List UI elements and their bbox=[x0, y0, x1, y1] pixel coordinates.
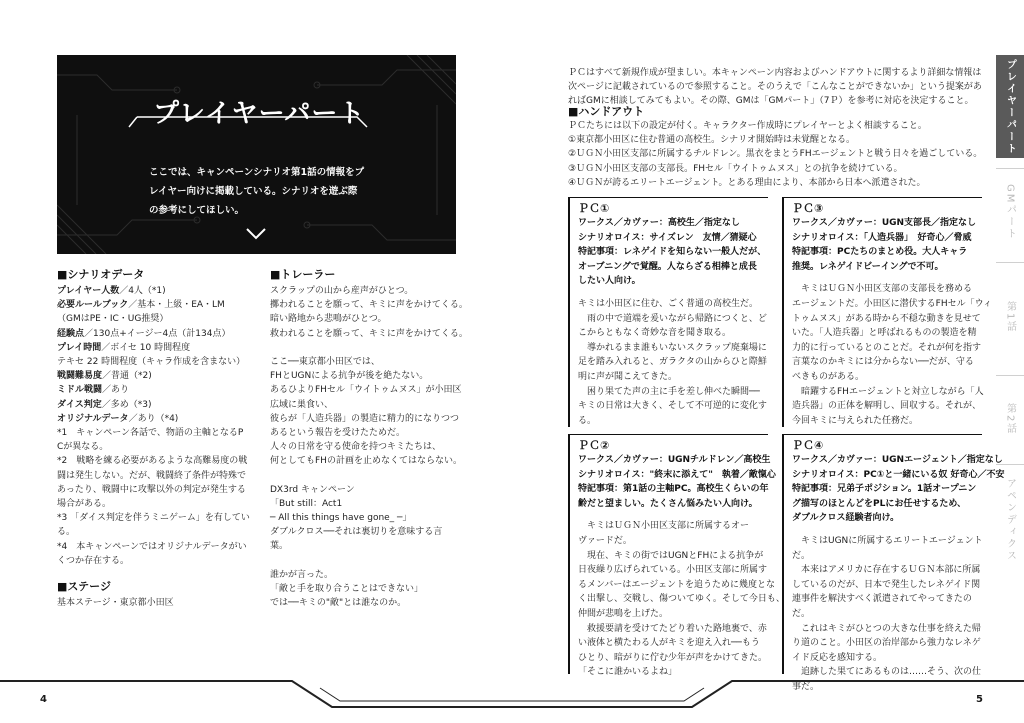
pc-body-line: しているのだが、日本で発生したレネゲイド関 bbox=[792, 579, 981, 590]
trailer-line: 暗い路地から悲鳴がひとつ。 bbox=[270, 314, 387, 325]
footer-rule bbox=[0, 680, 1024, 723]
trailer-line bbox=[270, 341, 468, 355]
pc-spec-line: 特記事項：第1話の主軸PC。高校生くらいの年 bbox=[578, 484, 769, 495]
pc-body-line: 明に声が聞こえてきた。 bbox=[578, 371, 678, 382]
banner-title: プレイヤーパート bbox=[153, 99, 366, 129]
pc-title: ＰＣ③ bbox=[792, 202, 824, 215]
trailer-line: では──キミの"敵"とは誰なのか。 bbox=[270, 598, 407, 609]
pc-body-line: 仲間が悲鳴を上げた。 bbox=[578, 608, 669, 619]
pc-spec-line: シナリオロイス：「人造兵器」 好奇心／脅威 bbox=[792, 232, 972, 243]
pc-body-line: 日夜繰り広げられている。小田区支部に所属す bbox=[578, 565, 768, 576]
trailer-line: 何としてもFHの計画を止めなくてはならない。 bbox=[270, 456, 462, 467]
trailer-line: ここ──東京都小田区では、 bbox=[270, 356, 380, 367]
banner-description: ここでは、キャンペーンシナリオ第1話の情報をプ レイヤー向けに掲載している。シナリオを遊ぶ際 の参考にしてほしい。 bbox=[149, 167, 365, 216]
pc-body-line: ヴァードだ。 bbox=[578, 535, 632, 546]
scenario-data-line: 戦闘難易度／普通（*2) bbox=[57, 371, 152, 382]
trailer-heading: ■トレーラー bbox=[270, 268, 336, 281]
chapter-banner bbox=[57, 55, 456, 254]
trailer-line: ダブルクロス──それは裏切りを意味する言 bbox=[270, 527, 443, 538]
stage-text: 基本ステージ・東京都小田区 bbox=[57, 598, 174, 609]
pc-body-line: 導かれるまま誰もいないスクラップ廃棄場に bbox=[578, 342, 767, 353]
scenario-data-line: テキセ 22 時間程度（キャラ作成を含まない） bbox=[57, 357, 246, 368]
tab-gm-part[interactable]: GMパート bbox=[996, 168, 1024, 256]
circuit-decoration bbox=[57, 55, 456, 254]
handout-section: ■ハンドアウト ＰＣたちには以下の設定が付く。キャラクター作成時にプレイヤーとよく相談すること。 ①東京都小田区に住む普通の高校生。シナリオ開始時は未覚醒となる。 ②ＵＧＮ小田区支部に所属するチルドレン。黒衣をまとうFHエージェントと戦う日々を過ごしている。 ③ＵＧＮ小田区支部の支部長。FHセル「ウイトゥムヌス」との抗争を続けている。 ④ＵＧＮが誇るエリートエージェント。とある理由により、本部から日本へ派遣された。 bbox=[568, 105, 983, 188]
scenario-data-line: オリジナルデータ／あり（*4) bbox=[57, 413, 179, 424]
pc-body-line: エージェントだ。小田区に潜伏するFHセル「ウィ bbox=[792, 298, 993, 309]
pc-body-line: 暗躍するFHエージェントと対立しながら「人 bbox=[792, 386, 984, 397]
scenario-note-line: *3 「ダイス判定を伴うミニゲーム」を有してい bbox=[57, 513, 250, 524]
pc-spec-line: ワークス／カヴァー：UGN支部長／指定なし bbox=[792, 218, 977, 228]
pc-body-line: 今回キミに与えられた任務だ。 bbox=[792, 415, 919, 426]
pc-body-line: 雨の中で道端を爰いながら帰路につくと、ど bbox=[578, 313, 767, 324]
scenario-note-line: あったり、戦闘中に攻撃以外の判定が発生する bbox=[57, 484, 246, 495]
pc-spec-line: シナリオロイス："終末に添えて" 執着／敵愾心 bbox=[578, 469, 776, 480]
pc-body-line: イド反応を感知する。 bbox=[792, 652, 883, 663]
pc-spec-line: 特記事項：兄弟子ポジション。1話オープニン bbox=[792, 484, 977, 495]
pc-spec-line: ワークス／カヴァー：UGNエージェント／指定なし bbox=[792, 455, 1003, 465]
scenario-note-line: る。 bbox=[57, 527, 76, 538]
pc4-card bbox=[782, 434, 1005, 692]
pc-body-line: キミはＵＧＮ小田区支部の支部長を務める bbox=[792, 284, 973, 295]
page-number-left: 4 bbox=[40, 694, 47, 705]
pc-body-line: こからともなく奇妙な音を聞き取る。 bbox=[578, 328, 732, 339]
trailer-line bbox=[270, 554, 468, 568]
pc-body-line: だ。 bbox=[792, 608, 811, 619]
page-number-right: 5 bbox=[976, 694, 983, 705]
scenario-data-heading: ■シナリオデータ bbox=[57, 268, 145, 281]
intro-paragraph: ＰＣはすべて新規作成が望ましい。本キャンペーン内容およびハンドアウトに関するより詳細な情報は 次ページに記載されているので参照すること。そのうえで「こんなことができないか」という提案があ ればGMに相談してみてもよい。その際、GMは「GMパート」（7Ｐ）を参考に対応を決定すること。 bbox=[568, 68, 982, 107]
pc-spec-line: 齢だと望ましい。たくさん悩みたい人向け。 bbox=[578, 498, 758, 509]
tab-player-part[interactable]: プレイヤーパート bbox=[996, 55, 1024, 158]
pc-body-line: るメンバーはエージェントを追うために幾度とな bbox=[578, 579, 776, 590]
stage-heading: ■ステージ bbox=[57, 580, 111, 594]
scenario-data-line: プレイ時間／ボイセ 10 時間程度 bbox=[57, 342, 191, 353]
scenario-data-line: プレイヤー人数／4人（*1) bbox=[57, 286, 166, 296]
pc-spec-line: 推奨。レネゲイドビーイングで不可。 bbox=[792, 261, 944, 272]
pc2-card bbox=[568, 434, 785, 678]
pc-spec-line: オーブニングで覚醒。人ならざる相棒と成長 bbox=[578, 261, 757, 272]
scenario-note-line: *4 本キャンペーンではオリジナルデータがい bbox=[57, 541, 247, 552]
trailer-line: DX3rd キャンペーン bbox=[270, 484, 355, 495]
pc3-card bbox=[782, 197, 993, 427]
pc-body-line: く出撃し、交戦し、傷ついてゆく。そして今日も、 bbox=[578, 594, 785, 605]
pc-body-line: い液体と横たわる人がキミを迎え入れ──もう bbox=[578, 638, 760, 649]
pc-body-line: だ。 bbox=[792, 550, 811, 561]
pc-body-line: 足を踏み入れると、ガラクタの山からひと際鮮 bbox=[578, 357, 767, 368]
pc-body-line: 困り果てた声の主に手を差し伸べた瞬間── bbox=[578, 386, 760, 397]
pc-body-line: キミの日常は大きく、そして不可逆的に変化す bbox=[578, 401, 767, 412]
pc-spec-line: シナリオロイス：PC①と一緒にいる奴 好奇心／不安 bbox=[792, 469, 1005, 480]
scenario-note-line: *1 キャンペーン各話で、物語の主軸となるP bbox=[57, 428, 244, 439]
scenario-note-line: Cが異なる。 bbox=[57, 442, 109, 453]
pc-title: ＰＣ④ bbox=[792, 439, 824, 452]
trailer-line: 葉。 bbox=[270, 541, 289, 552]
trailer-line: 救われることを願って、キミに声をかけてくる。 bbox=[270, 328, 468, 339]
scenario-data-section bbox=[57, 266, 250, 610]
trailer-line: 誰かが言った。 bbox=[270, 569, 334, 580]
scenario-note-line: 闘は発生しない。だが、戦闘終了条件が特殊で bbox=[57, 470, 247, 481]
pc-spec-line: シナリオロイス：サイズレン 友情／猜疑心 bbox=[578, 232, 757, 243]
trailer-line: 「But still：Act1 bbox=[270, 498, 343, 509]
tab-episode-2[interactable]: 第2話 bbox=[996, 375, 1024, 463]
tab-episode-1[interactable]: 第1話 bbox=[996, 262, 1024, 372]
scenario-data-line: 経験点／130点+イージー4点（計134点） bbox=[57, 328, 231, 339]
trailer-line: 彼らが「人造兵器」の製造に精力的になりつつ bbox=[270, 413, 460, 424]
pc-body-line: キミはＵＧＮ小田区支部に所属するオー bbox=[578, 521, 750, 532]
trailer-line: ─ All this things have gone_ ─」 bbox=[270, 513, 412, 523]
pc-body-line: 言葉なのかキミには分からない──だが、守る bbox=[792, 357, 974, 368]
chevron-down-icon bbox=[245, 227, 267, 241]
scenario-data-line: 必要ルールブック／基本・上級・EA・LM bbox=[57, 300, 225, 311]
scenario-note-line: *2 戦略を練る必要があるような高難易度の戦 bbox=[57, 456, 248, 467]
trailer-line: 人々の日常を守る使命を持つキミたちは、 bbox=[270, 442, 442, 453]
pc-spec-line: 特記事項：レネゲイドを知らない一般人だが、 bbox=[578, 247, 767, 258]
pc-body-line: ひとり、暗がりに佇む少年が声をかけてきた。 bbox=[578, 652, 768, 663]
pc-body-line: 力的に行っているとのことだ。それが何を指す bbox=[792, 342, 982, 353]
pc-body-line: キミはUGNに所属するエリートエージェント bbox=[792, 535, 983, 546]
trailer-line: あるひよりFHセル「ウイトゥムヌス」が小田区 bbox=[270, 385, 462, 396]
trailer-section bbox=[270, 266, 468, 610]
pc-body-line: 連事件を解決すべく派遣されてやってきたの bbox=[792, 594, 972, 605]
scenario-note-line: 場合がある。 bbox=[57, 499, 112, 510]
pc-spec-line: ワークス／カヴァー：高校生／指定なし bbox=[578, 218, 740, 228]
pc-body-line: 本来はアメリカに存在するＵＧＮ本部に所属 bbox=[792, 565, 981, 576]
pc-spec-line: ダブルクロス経験者向け。 bbox=[792, 513, 900, 524]
pc-body-line: これはキミがひとつの大きな仕事を終えた帰 bbox=[792, 623, 981, 634]
pc-spec-line: グ描写のほとんどをPLにお任せするため、 bbox=[792, 498, 966, 509]
pc-body-line: 造兵器」の正体を解明し、回収する。それが、 bbox=[792, 401, 982, 412]
pc-title: ＰＣ① bbox=[578, 202, 610, 215]
pc-body-line: 救援要請を受けてたどり着いた路地裏で、赤 bbox=[578, 623, 767, 634]
pc-body-line: 事だ。 bbox=[792, 681, 820, 692]
pc1-card bbox=[568, 197, 768, 427]
trailer-line: FHとUGNによる抗争が後を絶たない。 bbox=[270, 371, 429, 382]
tab-appendix[interactable]: アペンディクス bbox=[996, 464, 1024, 574]
trailer-line: 広域に巣食い、 bbox=[270, 399, 334, 410]
trailer-line: スクラップの山から産声がひとつ。 bbox=[270, 286, 414, 296]
trailer-line: 擲われることを願って、キミに声をかけてくる。 bbox=[270, 300, 468, 311]
pc-title: ＰＣ② bbox=[578, 439, 610, 452]
trailer-line: 「敵と手を取り合うことはできない」 bbox=[270, 583, 424, 594]
scenario-data-line: （GMはPE・IC・UG推奨） bbox=[57, 314, 169, 325]
scenario-data-line: ダイス判定／多め（*3) bbox=[57, 399, 152, 410]
scenario-note-line: くつか存在する。 bbox=[57, 555, 130, 566]
trailer-line bbox=[270, 468, 468, 482]
pc-body-line: いた。「人造兵器」と呼ばれるものの製造を精 bbox=[792, 328, 977, 339]
pc-body-line: り道のこと。小田区の治岸部から強力なレネゲ bbox=[792, 638, 981, 649]
pc-body-line: 「そこに誰かいるよね」 bbox=[578, 667, 678, 678]
pc-body-line: キミは小田区に住む、ごく普通の高校生だ。 bbox=[578, 298, 759, 309]
pc-spec-line: したい人向け。 bbox=[578, 276, 641, 287]
pc-body-line: トゥムヌス」がある時から不穏な動きを見せて bbox=[792, 313, 981, 324]
handout-heading: ■ハンドアウト bbox=[568, 105, 645, 118]
trailer-line: あるという報告を受けたためだ。 bbox=[270, 427, 406, 438]
pc-body-line: 現在、キミの街ではUGNとFHによる抗争が bbox=[578, 550, 764, 561]
scenario-data-line: ミドル戦闘／あり bbox=[57, 385, 130, 396]
pc-spec-line: 特記事項：PCたちのまとめ役。大人キャラ bbox=[792, 247, 968, 258]
pc-spec-line: ワークス／カヴァー：UGNチルドレン／高校生 bbox=[578, 455, 771, 465]
pc-body-line: 追跡した果てにあるものは……そう、次の仕 bbox=[792, 667, 982, 678]
pc-body-line: る。 bbox=[578, 415, 597, 426]
pc-body-line: べきものがある。 bbox=[792, 371, 865, 382]
